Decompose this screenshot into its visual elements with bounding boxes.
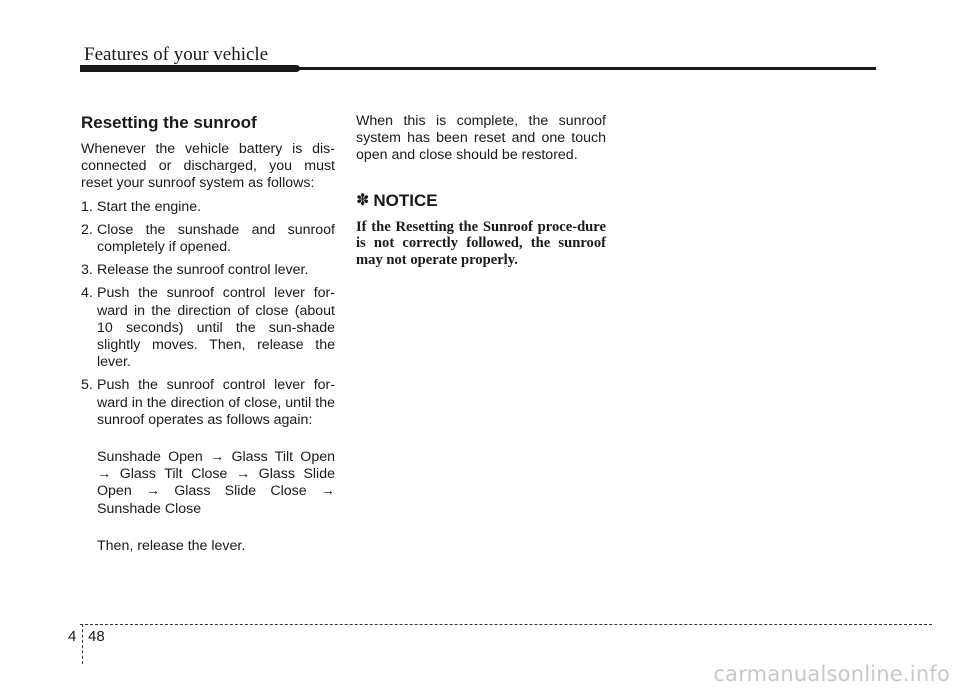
- chapter-number: 4: [68, 628, 77, 645]
- page-number-divider: [82, 624, 83, 664]
- notice-heading: [356, 191, 606, 211]
- list-item: [81, 285, 335, 371]
- completion-paragraph: When this is complete, the sunroof system has been reset and one touch open and close should be restored.: [356, 113, 606, 164]
- list-item: [81, 377, 335, 429]
- steps-list: [81, 199, 335, 429]
- operation-sequence: Sunshade Open → Glass Tilt Open → Glass Tilt Close → Glass Slide Open → Glass Slide Close → Sunshade Close: [97, 449, 335, 517]
- watermark: carmanualsonline.info: [713, 662, 950, 686]
- notice-star-icon: ✽: [356, 191, 370, 209]
- step-number: 2.: [81, 221, 93, 238]
- step-number: 1.: [81, 198, 93, 215]
- header-rule-accent: [80, 65, 300, 72]
- step-number: 4.: [81, 285, 93, 302]
- step-text: Release the sunroof control lever.: [97, 262, 309, 279]
- step-text: Close the sunshade and sunroof completely if opened.: [97, 221, 335, 256]
- step-number: 3.: [81, 262, 93, 279]
- page-header-title: Features of your vehicle: [84, 44, 269, 65]
- left-column: [81, 113, 335, 555]
- page-number: 48: [88, 628, 105, 645]
- footer-rule: [80, 624, 932, 625]
- list-item: [81, 199, 335, 216]
- list-item: [81, 222, 335, 256]
- step-text: Push the sunroof control lever for-ward in the direction of close, until the sunroof operates as follows again:: [97, 377, 335, 428]
- step-text: Push the sunroof control lever for-ward in the direction of close (about 10 seconds) until the sun-shade slightly moves. Then, release the lever.: [97, 285, 335, 371]
- notice-text: If the Resetting the Sunroof proce-dure is not correctly followed, the sunroof may not operate properly.: [356, 218, 606, 268]
- list-item: [81, 262, 335, 279]
- step-number: 5.: [81, 377, 93, 394]
- right-column: [356, 113, 606, 268]
- intro-paragraph: Whenever the vehicle battery is dis-connected or discharged, you must reset your sunroof system as follows:: [81, 141, 335, 192]
- release-instruction: Then, release the lever.: [97, 537, 246, 554]
- section-heading: Resetting the sunroof: [81, 113, 257, 132]
- step-text: Start the engine.: [97, 198, 202, 215]
- notice-heading-label: NOTICE: [373, 190, 438, 210]
